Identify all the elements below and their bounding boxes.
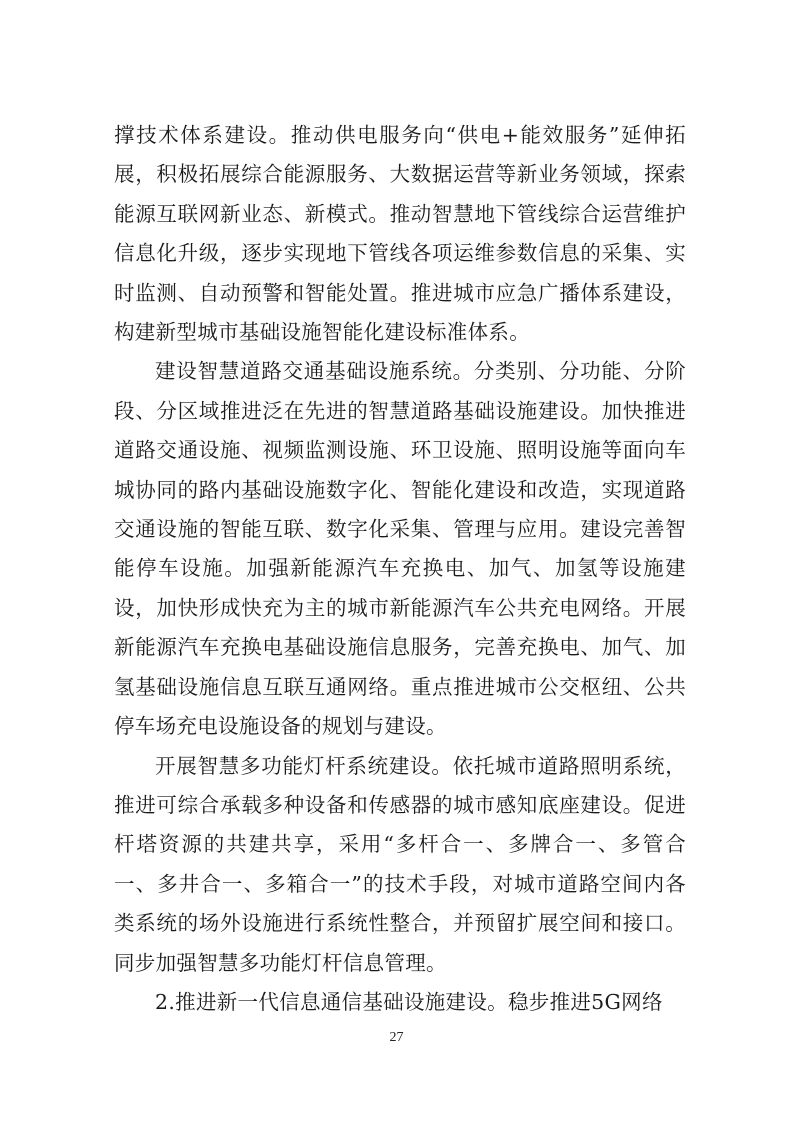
page-number: 27: [389, 1030, 404, 1045]
paragraph-smart-energy: 撑技术体系建设。推动供电服务向“供电+能效服务”延伸拓展，积极拓展综合能源服务、大数据运营等新业务领域，探索能源互联网新业态、新模式。推动智慧地下管线综合运营维护信息化升级，逐步实现地下管线各项运维参数信息的采集、实时监测、自动预警和智能处置。推进城市应急广播体系建设，构建新型城市基础设施智能化建设标准体系。: [114, 123, 686, 345]
paragraph-smart-road-traffic: 建设智慧道路交通基础设施系统。分类别、分功能、分阶段、分区域推进泛在先进的智慧道路基础设施建设。加快推进道路交通设施、视频监测设施、环卫设施、照明设施等面向车城协同的路内基础设施数字化、智能化建设和改造，实现道路交通设施的智能互联、数字化采集、管理与应用。建设完善智能停车设施。加强新能源汽车充换电、加气、加氢等设施建设，加快形成快充为主的城市新能源汽车公共充电网络。开展新能源汽车充换电基础设施信息服务，完善充换电、加气、加氢基础设施信息互联互通网络。重点推进城市公交枢纽、公共停车场充电设施设备的规划与建设。: [114, 359, 686, 739]
body-text: [114, 116, 686, 1022]
paragraph-ict-infrastructure: 2.推进新一代信息通信基础设施建设。稳步推进5G网络: [155, 989, 663, 1014]
paragraph-smart-lamp-pole: 开展智慧多功能灯杆系统建设。依托城市道路照明系统，推进可综合承载多种设备和传感器的城市感知底座建设。促进杆塔资源的共建共享，采用“多杆合一、多牌合一、多管合一、多井合一、多箱合一”的技术手段，对城市道路空间内各类系统的场外设施进行系统性整合，并预留扩展空间和接口。同步加强智慧多功能灯杆信息管理。: [114, 753, 686, 975]
